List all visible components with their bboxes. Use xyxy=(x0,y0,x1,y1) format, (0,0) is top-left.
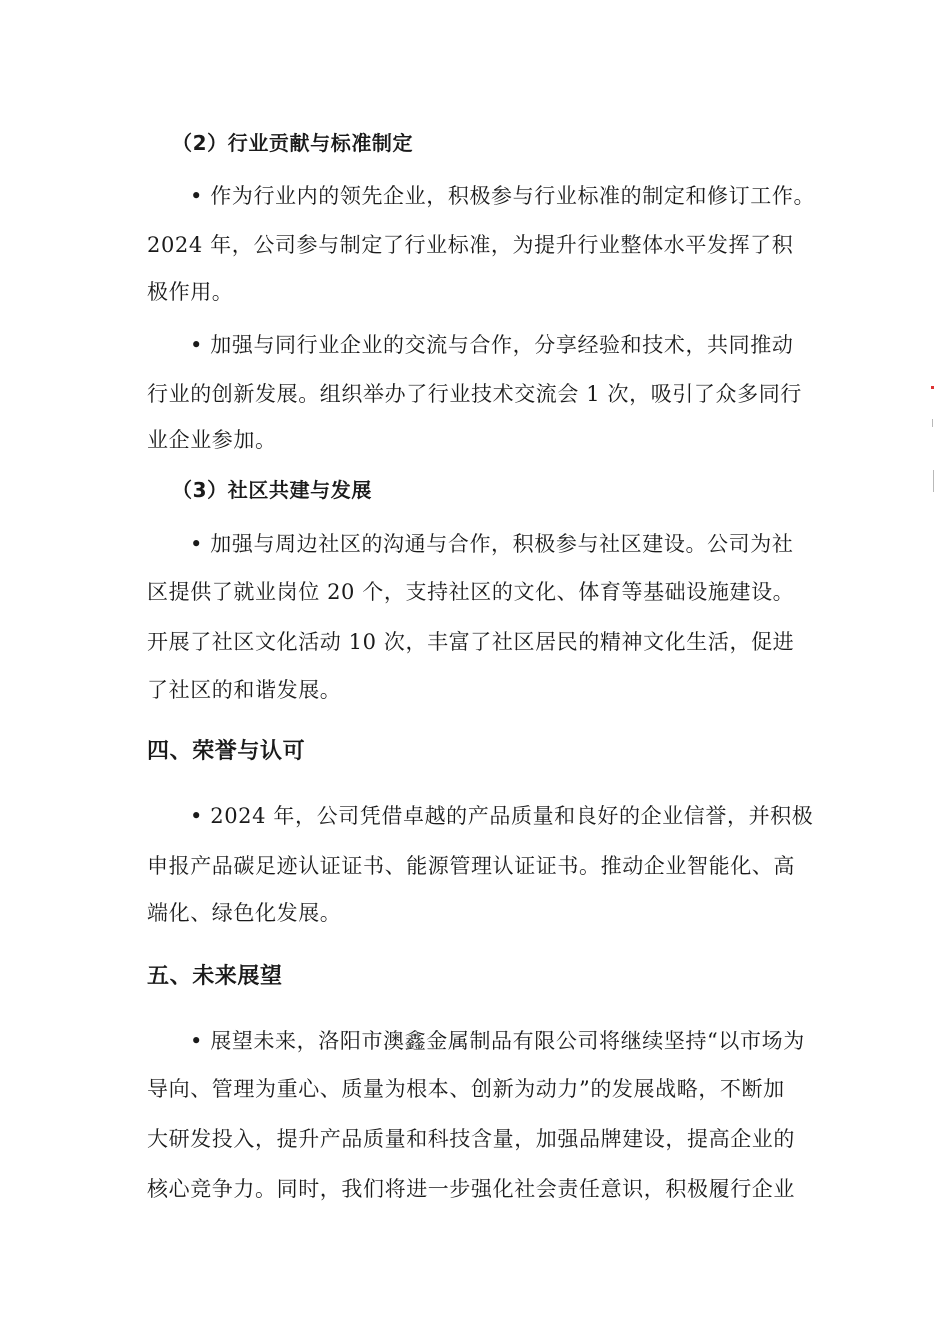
paragraph-line: 大研发投入，提升产品质量和科技含量，加强品牌建设，提高企业的 xyxy=(147,1127,795,1151)
scan-mark xyxy=(932,419,933,427)
paragraph-line: 区提供了就业岗位 20 个，支持社区的文化、体育等基础设施建设。 xyxy=(147,580,795,604)
subsection-title-community: （3）社区共建与发展 xyxy=(172,478,372,502)
paragraph-line: • 展望未来，洛阳市澳鑫金属制品有限公司将继续坚持“以市场为 xyxy=(190,1029,805,1053)
paragraph-line: 开展了社区文化活动 10 次，丰富了社区居民的精神文化生活，促进 xyxy=(147,630,795,654)
paragraph-line: 申报产品碳足迹认证证书、能源管理认证证书。推动企业智能化、高 xyxy=(147,854,795,878)
section-title-future: 五、未来展望 xyxy=(147,964,283,989)
paragraph-line: 导向、管理为重心、质量为根本、创新为动力”的发展战略，不断加 xyxy=(147,1077,785,1101)
paragraph-line: • 加强与周边社区的沟通与合作，积极参与社区建设。公司为社 xyxy=(190,532,794,556)
scan-mark xyxy=(931,386,934,389)
paragraph-line: 端化、绿色化发展。 xyxy=(147,901,342,925)
paragraph-line: 行业的创新发展。组织举办了行业技术交流会 1 次，吸引了众多同行 xyxy=(147,382,802,406)
paragraph-line: 核心竞争力。同时，我们将进一步强化社会责任意识，积极履行企业 xyxy=(147,1177,795,1201)
paragraph-line: 2024 年，公司参与制定了行业标准，为提升行业整体水平发挥了积 xyxy=(147,233,794,257)
paragraph-line: 业企业参加。 xyxy=(147,428,277,452)
paragraph-line: • 2024 年，公司凭借卓越的产品质量和良好的企业信誉，并积极 xyxy=(190,804,814,828)
subsection-title-industry-contribution: （2）行业贡献与标准制定 xyxy=(172,131,414,155)
paragraph-line: 了社区的和谐发展。 xyxy=(147,678,342,702)
section-title-honor: 四、荣誉与认可 xyxy=(147,739,306,764)
scan-mark xyxy=(933,470,934,492)
paragraph-line: • 作为行业内的领先企业，积极参与行业标准的制定和修订工作。 xyxy=(190,184,816,208)
paragraph-line: • 加强与同行业企业的交流与合作，分享经验和技术，共同推动 xyxy=(190,333,794,357)
paragraph-line: 极作用。 xyxy=(147,280,234,304)
